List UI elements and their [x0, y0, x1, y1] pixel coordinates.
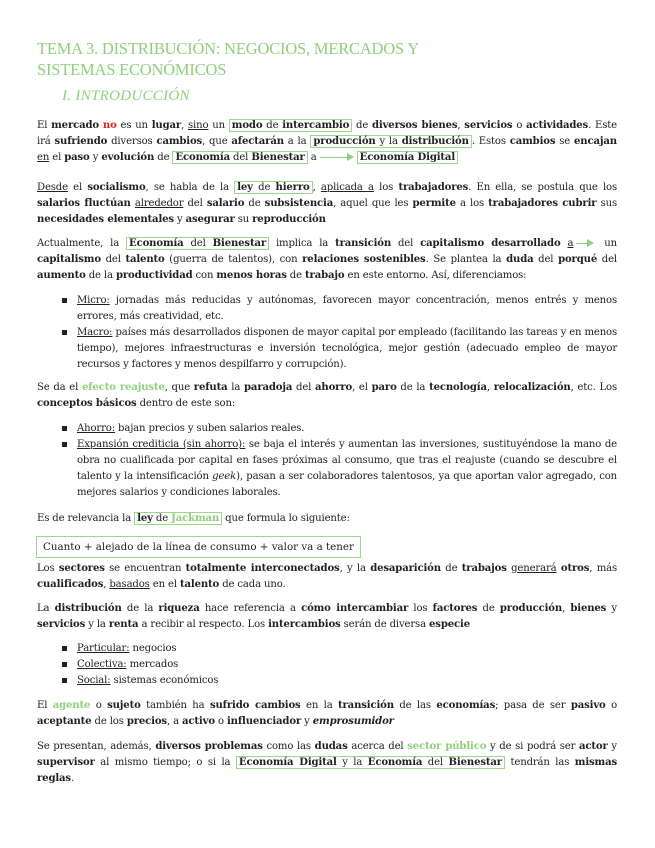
paragraph-distribucion: La distribución de la riqueza hace referencia a cómo intercambiar los factores de producción, bienes y servicios y la renta a recibir al respecto. Los intercambios serán de diversa especie [37, 603, 617, 630]
list-item: Ahorro: bajan precios y suben salarios reales. [62, 421, 617, 437]
paragraph-efecto-reajuste: Se da el efecto reajuste, que refuta la paradoja del ahorro, el paro de la tecnología, relocalización, etc. Los conceptos básicos dentro de este son: [37, 382, 617, 409]
paragraph-sectores: Los sectores se encuentran totalmente interconectados, y la desaparición de trabajos generará otros, más cualificados, basados en el talento de cada uno. [37, 563, 618, 590]
bullet-icon [62, 662, 67, 667]
paragraph-socialismo: Desde el socialismo, se habla de la ley de hierro , aplicada a los trabajadores. En ella, se postula que los salarios fluctúan alrededor del salario de subsistencia, aquel que les permite a los trabajadores cubrir sus necesidades elementales y asegurar su reproducción [37, 182, 618, 225]
paragraph-agente: El agente o sujeto también ha sufrido cambios en la transición de las economías; pasa de ser pasivo o aceptante de los precios, a activo o influenciador y emprosumidor [37, 700, 618, 727]
bullet-icon [62, 330, 67, 335]
list-item: Macro: países más desarrollados disponen de mayor capital por empleado (facilitando las tareas y en menos tiempo), mejores infraestructuras e inversión tecnológica, mejor gestión (adecuado empleo de mayor recursos y factores y menos despilfarro y corrupción). [62, 325, 617, 373]
arrow-icon [576, 239, 594, 247]
list-item: Social: sistemas económicos [62, 673, 617, 689]
list-item: Expansión crediticia (sin ahorro): se baja el interés y aumentan las inversiones, sustituyéndose la mano de obra no cualificada por capital en fases próximas al consumo, que tras el reajuste (cuando se descubre el talento y la intensificación geek), pasan a ser colaboradores talentosos, ya que aportan valor agregado, con mejores salarios y condiciones laborales. [62, 437, 617, 501]
paragraph-jackman: Es de relevancia la ley de Jackman que formula lo siguiente: [37, 513, 350, 524]
formula-box: Cuanto + alejado de la línea de consumo + valor va a tener [36, 536, 361, 558]
bullet-icon [62, 646, 67, 651]
arrow-icon [320, 153, 354, 161]
list-item: Micro: jornadas más reducidas y autónomas, favorecen mayor concentración, menos entrés y menos errores, más creatividad, etc. [62, 293, 617, 325]
page-title: TEMA 3. DISTRIBUCIÓN: NEGOCIOS, MERCADOS Y SISTEMAS ECONÓMICOS [37, 39, 419, 79]
paragraph-mercado: El mercado no es un lugar, sino un modo de intercambio de diversos bienes, servicios o actividades. Este irá sufriendo diversos cambios, que afectarán a la producción y la distribución . Estos cambios se encajan en el paso y evolución de Economía del Bienestar a Economía Digital [37, 120, 617, 163]
paragraph-actualmente: Actualmente, la Economía del Bienestar implica la transición del capitalismo desarrollado a un capitalismo del talento (guerra de talentos), con relaciones sostenibles. Se plantea la duda del porqué del aumento de la productividad con menos horas de trabajo en este entorno. Así, diferenciamos: [37, 238, 617, 281]
bullet-icon [62, 678, 67, 683]
list-item: Colectiva: mercados [62, 657, 617, 673]
bullet-icon [62, 298, 67, 303]
paragraph-problemas: Se presentan, además, diversos problemas como las dudas acerca del sector público y de si podrá ser actor y supervisor al mismo tiempo; o si la Economía Digital y la Economía del Bienestar tendrán las mismas reglas. [37, 741, 617, 784]
bullet-icon [62, 442, 67, 447]
bullet-icon [62, 426, 67, 431]
section-heading: I. INTRODUCCIÓN [62, 88, 190, 104]
list-item: Particular: negocios [62, 641, 617, 657]
